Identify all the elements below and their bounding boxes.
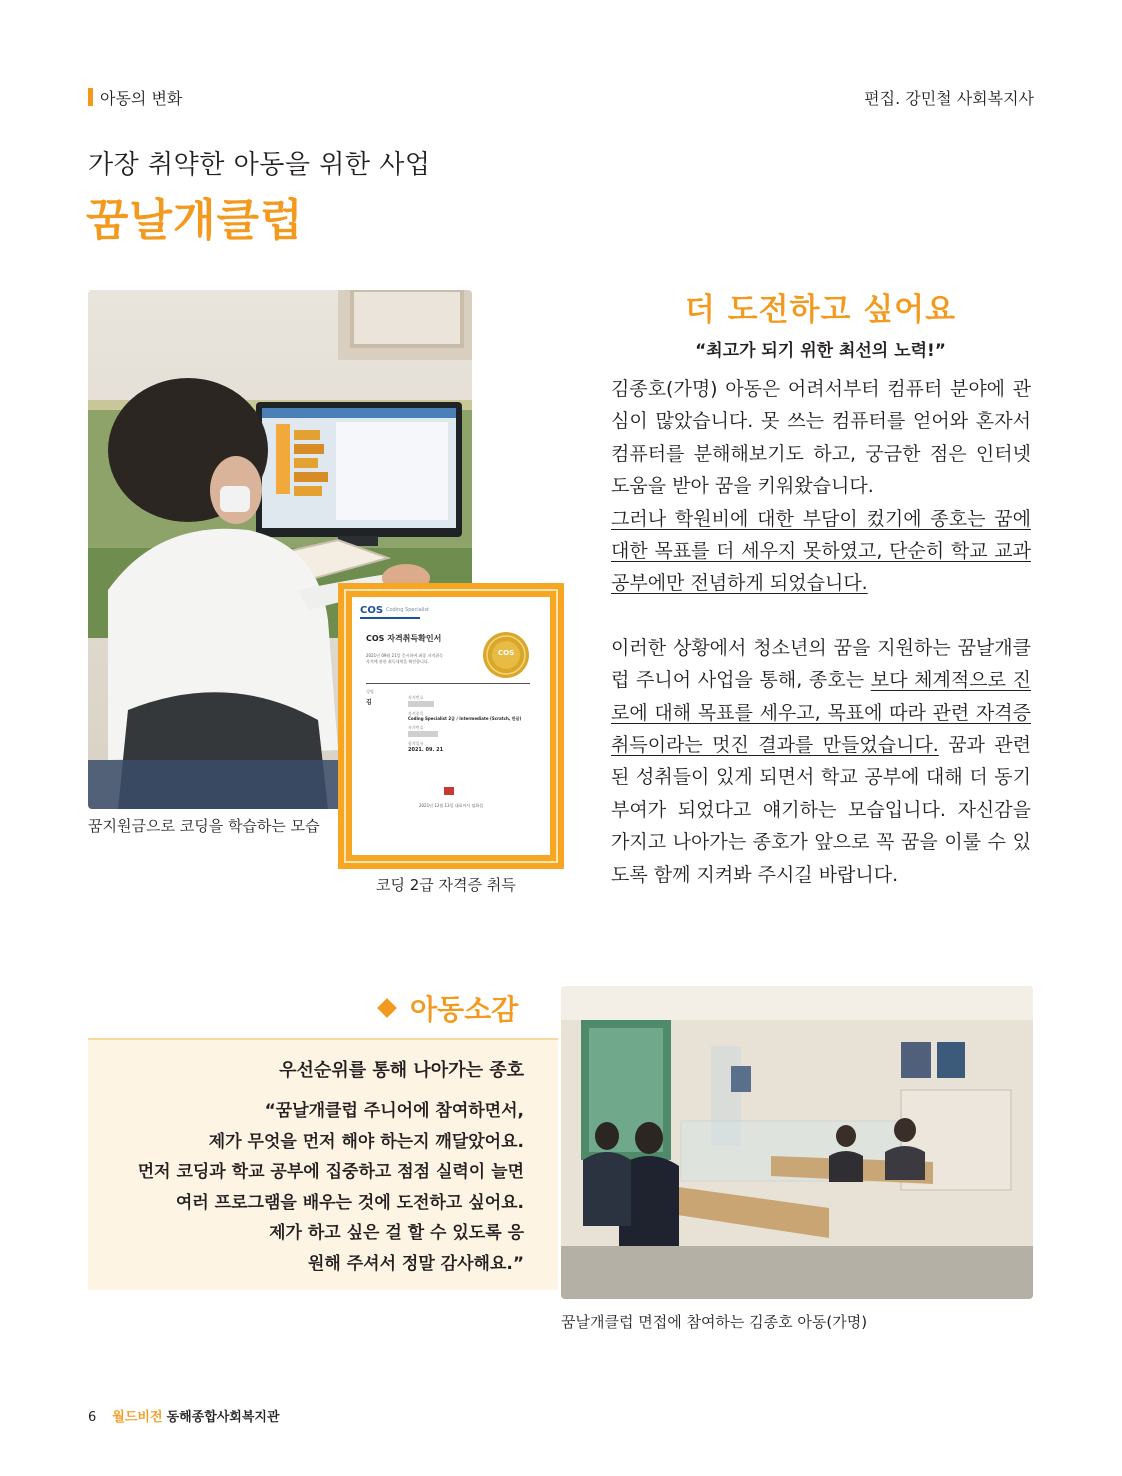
review-line: 원해 주셔서 정말 감사해요.” xyxy=(307,1253,524,1274)
page-footer xyxy=(88,1406,280,1425)
review-line: 제가 하고 싶은 걸 할 수 있도록 응 xyxy=(269,1223,524,1244)
story-p2-before: 이러한 상황에서 청소년의 꿈을 지원하는 꿈날개클럽 주니어 사업을 통해, 종호는 xyxy=(611,636,1031,692)
diamond-icon xyxy=(377,998,397,1018)
review-line: 여러 프로그램을 배우는 것에 도전하고 싶어요. xyxy=(175,1192,524,1213)
cos-logo-sub: Coding Specialist xyxy=(386,607,430,613)
story-p1-text: 김종호(가명) 아동은 어려서부터 컴퓨터 분야에 관심이 많았습니다. 못 쓰는 컴퓨터를 얻어와 혼자서 컴퓨터를 분해해보기도 하고, 궁금한 점은 인터넷 도움을 받아 꿈을 키워왔습니다. xyxy=(611,378,1031,498)
review-title: 우선순위를 통해 나아가는 종호 xyxy=(279,1060,524,1081)
review-quote xyxy=(138,1096,524,1280)
field3-redacted xyxy=(408,731,438,737)
issuer-logo-icon xyxy=(444,787,454,795)
certificate-intro-1: 2021년 09월 21일 응시하여 최종 자격취득 xyxy=(366,653,443,658)
interview-photo xyxy=(561,986,1033,1299)
field3-label: 자격번호 xyxy=(408,725,424,730)
section-label: 아동의 변화 xyxy=(88,86,182,109)
field4-value: 2021. 09. 21 xyxy=(408,747,444,753)
story-p2-underlined: 보다 체계적으로 진로에 대해 목표를 세우고, 목표에 따라 관련 자격증 취득이라는 멋진 결과를 만들었습니다. xyxy=(611,669,1031,757)
interview-photo-caption: 꿈날개클럽 면접에 참여하는 김종호 아동(가명) xyxy=(561,1313,868,1331)
field2-label: 자격종목 xyxy=(408,711,424,716)
field4-label: 합격일자 xyxy=(408,741,424,746)
review-heading xyxy=(380,988,518,1028)
divider xyxy=(366,683,530,684)
page-title: 꿈날개클럽 xyxy=(86,195,304,246)
story-paragraph-2 xyxy=(611,632,1031,891)
story-p1-underlined: 그러나 학원비에 대한 부담이 컸기에 종호는 꿈에 대한 목표를 더 세우지 못하였고, 단순히 학교 교과 공부에만 전념하게 되었습니다. xyxy=(611,507,1031,595)
story-paragraph-1 xyxy=(611,373,1031,600)
review-box xyxy=(88,1038,558,1290)
name-label: 성명 xyxy=(366,689,374,694)
review-line: 제가 무엇을 먼저 해야 하는지 깨달았어요. xyxy=(208,1131,524,1152)
certificate-footer: 2021년 12월 13일 대표이사 임화섭 xyxy=(418,803,484,808)
certificate-intro-2: 자격에 관한 취득내역을 확인합니다. xyxy=(366,659,430,664)
story-title: 더 도전하고 싶어요 xyxy=(684,292,957,328)
footer-org: 동해종합사회복지관 xyxy=(166,1410,280,1425)
certificate-heading: COS 자격취득확인서 xyxy=(366,634,442,643)
footer-brand: 월드비전 xyxy=(112,1410,163,1425)
cos-logo: COS xyxy=(360,605,384,616)
seal-text: COS xyxy=(498,649,515,657)
field1-label: 자격번호 xyxy=(408,695,424,700)
story-quote: “최고가 되기 위한 최선의 노력!” xyxy=(695,341,946,361)
review-line: “꿈날개클럽 주니어에 참여하면서, xyxy=(264,1101,524,1121)
editor-credit: 편집. 강민철 사회복지사 xyxy=(864,89,1034,108)
field1-redacted xyxy=(408,701,434,707)
certificate-caption: 코딩 2급 자격증 취득 xyxy=(376,876,516,894)
name-value: 김 xyxy=(366,699,372,706)
certificate-photo xyxy=(338,583,564,869)
coding-photo-caption: 꿈지원금으로 코딩을 학습하는 모습 xyxy=(88,817,320,835)
page-subtitle: 가장 취약한 아동을 위한 사업 xyxy=(88,150,431,180)
review-line: 먼저 코딩과 학교 공부에 집중하고 점점 실력이 늘면 xyxy=(137,1162,524,1183)
certificate xyxy=(352,597,550,855)
logo-underline xyxy=(360,617,420,619)
story-p2-after: 꿈과 관련된 성취들이 있게 되면서 학교 공부에 대해 더 동기부여가 되었다고 얘기하는 모습입니다. 자신감을 가지고 나아가는 종호가 앞으로 꼭 꿈을 이룰 수 있도록 함께 지켜봐 주시길 바랍니다. xyxy=(611,734,1031,886)
page-number: 6 xyxy=(88,1410,97,1425)
field2-value: Coding Specialist 2급 / Intermediate (Scratch, 한글) xyxy=(408,716,522,721)
story-body xyxy=(611,373,1031,891)
review-heading-text: 아동소감 xyxy=(410,993,519,1026)
